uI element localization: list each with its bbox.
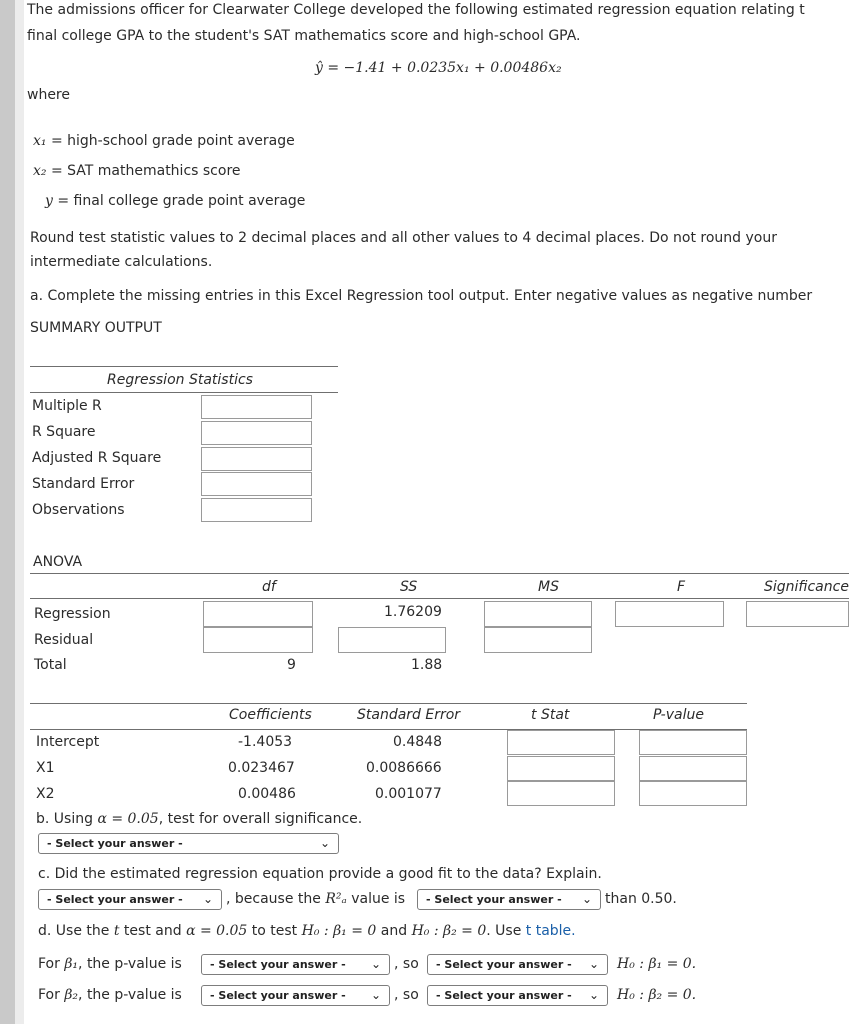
anova-title: ANOVA [33, 554, 83, 570]
multiple-r-input[interactable] [201, 395, 312, 419]
beta1-so: , so [394, 956, 419, 972]
observations-input[interactable] [201, 498, 312, 522]
anova-label-regression: Regression [34, 606, 111, 622]
part-c-question: c. Did the estimated regression equation provide a good fit to the data? Explain. [38, 866, 602, 882]
total-df-value: 9 [287, 657, 296, 673]
part-a-instructions: a. Complete the missing entries in this Excel Regression tool output. Enter negative values as negative number [30, 288, 813, 304]
x2-t-stat-input[interactable] [507, 781, 615, 806]
intercept-coefficient: -1.4053 [238, 734, 293, 750]
anova-label-total: Total [34, 657, 67, 673]
intercept-p-value-input[interactable] [639, 730, 747, 755]
summary-output-title: SUMMARY OUTPUT [30, 320, 162, 336]
significance-f-input[interactable] [746, 601, 849, 627]
beta1-conclusion-select[interactable]: - Select your answer - ⌄ [427, 954, 608, 975]
beta2-row-text: For β₂, the p-value is [38, 987, 182, 1003]
chevron-down-icon: ⌄ [588, 957, 599, 971]
left-gutter-shade [15, 0, 24, 1024]
anova-header-ms: MS [538, 579, 559, 595]
regression-df-input[interactable] [203, 601, 313, 627]
anova-header-ss: SS [400, 579, 418, 595]
beta2-p-value-select[interactable]: - Select your answer - ⌄ [201, 985, 390, 1006]
label-multiple-r: Multiple R [32, 398, 102, 414]
coef-label-x2: X2 [36, 786, 55, 802]
chevron-down-icon: ⌄ [370, 957, 381, 971]
chevron-down-icon: ⌄ [319, 836, 330, 850]
part-c-because: , because the R²ₐ value is [226, 891, 406, 907]
table-rule [30, 598, 849, 599]
total-ss-value: 1.88 [411, 657, 443, 673]
beta2-hypothesis: H₀ : β₂ = 0. [617, 987, 697, 1003]
adjusted-r-square-input[interactable] [201, 447, 312, 471]
coef-header-coefficients: Coefficients [229, 707, 312, 723]
good-fit-select[interactable]: - Select your answer - ⌄ [38, 889, 222, 910]
label-adjusted-r-square: Adjusted R Square [32, 450, 162, 466]
beta1-p-value-select[interactable]: - Select your answer - ⌄ [201, 954, 390, 975]
standard-error-input[interactable] [201, 472, 312, 496]
x2-coefficient: 0.00486 [238, 786, 296, 802]
definition-y: y = final college grade point average [45, 193, 306, 209]
x2-standard-error: 0.001077 [375, 786, 442, 802]
left-gutter [0, 0, 15, 1024]
anova-header-significance: Significance [764, 579, 849, 595]
rounding-line-2: intermediate calculations. [30, 254, 213, 270]
x1-standard-error: 0.0086666 [366, 760, 442, 776]
r-square-input[interactable] [201, 421, 312, 445]
beta1-row-text: For β₁, the p-value is [38, 956, 182, 972]
residual-df-input[interactable] [203, 627, 313, 653]
coef-header-t-stat: t Stat [531, 707, 570, 723]
where-label: where [27, 87, 70, 103]
chevron-down-icon: ⌄ [581, 892, 592, 906]
rounding-line-1: Round test statistic values to 2 decimal places and all other values to 4 decimal places. Do not round your [30, 230, 777, 246]
definition-x2: x₂ = SAT mathemathics score [33, 163, 241, 179]
table-rule [30, 573, 849, 574]
table-rule [30, 392, 338, 393]
definition-x1: x₁ = high-school grade point average [33, 133, 295, 149]
anova-header-f: F [677, 579, 686, 595]
residual-ms-input[interactable] [484, 627, 592, 653]
regression-ss-value: 1.76209 [384, 604, 442, 620]
f-input[interactable] [615, 601, 724, 627]
chevron-down-icon: ⌄ [202, 892, 213, 906]
anova-header-df: df [262, 579, 276, 595]
x1-p-value-input[interactable] [639, 756, 747, 781]
x1-t-stat-input[interactable] [507, 756, 615, 781]
coef-label-x1: X1 [36, 760, 55, 776]
beta1-hypothesis: H₀ : β₁ = 0. [617, 956, 697, 972]
overall-significance-select[interactable]: - Select your answer - ⌄ [38, 833, 339, 854]
x2-p-value-input[interactable] [639, 781, 747, 806]
table-rule [30, 366, 338, 367]
table-rule [30, 703, 747, 704]
intro-line-2: final college GPA to the student's SAT mathematics score and high-school GPA. [27, 28, 581, 44]
label-standard-error: Standard Error [32, 476, 135, 492]
coef-label-intercept: Intercept [36, 734, 100, 750]
chevron-down-icon: ⌄ [370, 988, 381, 1002]
part-b-question: b. Using α = 0.05, test for overall significance. [36, 811, 363, 827]
x1-coefficient: 0.023467 [228, 760, 295, 776]
beta2-so: , so [394, 987, 419, 1003]
label-r-square: R Square [32, 424, 96, 440]
part-d-question: d. Use the t test and α = 0.05 to test H₀ : β₁ = 0 and H₀ : β₂ = 0. Use t table. [38, 923, 576, 939]
beta2-conclusion-select[interactable]: - Select your answer - ⌄ [427, 985, 608, 1006]
label-observations: Observations [32, 502, 125, 518]
coef-header-p-value: P-value [653, 707, 704, 723]
coef-header-standard-error: Standard Error [357, 707, 461, 723]
anova-label-residual: Residual [34, 632, 94, 648]
regression-equation: ŷ = −1.41 + 0.0235x₁ + 0.00486x₂ [315, 60, 562, 76]
intercept-standard-error: 0.4848 [393, 734, 442, 750]
intercept-t-stat-input[interactable] [507, 730, 615, 755]
regression-statistics-header: Regression Statistics [107, 372, 253, 388]
t-table-link[interactable]: t table. [525, 923, 576, 939]
r-squared-comparison-select[interactable]: - Select your answer - ⌄ [417, 889, 601, 910]
residual-ss-input[interactable] [338, 627, 446, 653]
intro-line-1: The admissions officer for Clearwater College developed the following estimated regression equation relating t [27, 2, 805, 18]
chevron-down-icon: ⌄ [588, 988, 599, 1002]
part-c-threshold: than 0.50. [605, 891, 677, 907]
regression-ms-input[interactable] [484, 601, 592, 627]
